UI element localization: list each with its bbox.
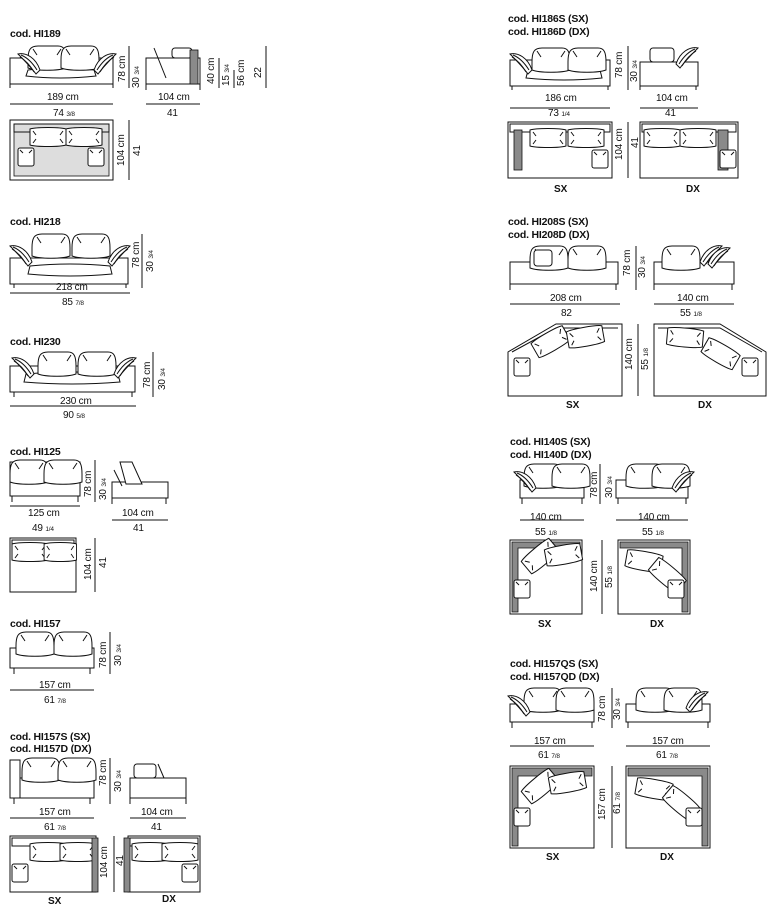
hi157s-depth-cm: 104 cm: [141, 807, 173, 818]
hi186-top-depth-in: 41: [630, 137, 641, 148]
hi208-depth-in: 55 1/8: [680, 308, 702, 319]
hi157q-side-sx: SX: [546, 852, 560, 863]
hi186-side-sx: SX: [554, 184, 568, 195]
hi208-depth-cm: 140 cm: [677, 293, 709, 304]
hi125-height-in: 30 3/4: [98, 478, 109, 500]
hi230-width-cm: 230 cm: [60, 396, 92, 407]
hi189-seat-cm: 40 cm: [206, 57, 217, 84]
hi230-height-in: 30 3/4: [157, 368, 168, 390]
hi125-depth-in: 41: [133, 523, 144, 534]
code-hi140s: cod. HI140S (SX): [510, 436, 591, 448]
hi189-seat-in: 15 3/4: [221, 64, 232, 86]
hi157q-width-in: 61 7/8: [538, 750, 560, 761]
hi140-height-cm: 78 cm: [589, 471, 600, 498]
hi186-width-in: 73 1/4: [548, 108, 570, 119]
code-hi157s: cod. HI157S (SX): [10, 731, 91, 743]
hi189-top-depth-in: 41: [132, 145, 143, 156]
hi186-height-cm: 78 cm: [614, 51, 625, 78]
hi157s-depth-in: 41: [151, 822, 162, 833]
hi140-depth-cm: 140 cm: [638, 512, 670, 523]
hi157q-top-views: [510, 766, 710, 848]
code-hi157qs: cod. HI157QS (SX): [510, 658, 599, 670]
hi157s-width-in: 61 7/8: [44, 822, 66, 833]
code-hi189: cod. HI189: [10, 28, 61, 40]
hi189-side-view: [146, 48, 200, 90]
hi125-depth-cm: 104 cm: [122, 508, 154, 519]
hi186-top-depth-cm: 104 cm: [614, 128, 625, 160]
hi157-width-in: 61 7/8: [44, 695, 66, 706]
hi157q-width-cm: 157 cm: [534, 736, 566, 747]
hi140-side-dx: DX: [650, 619, 664, 630]
hi125-width-cm: 125 cm: [28, 508, 60, 519]
hi157-width-cm: 157 cm: [39, 680, 71, 691]
hi218-width-cm: 218 cm: [56, 282, 88, 293]
hi125-height-cm: 78 cm: [83, 470, 94, 497]
hi189-top-depth-cm: 104 cm: [116, 134, 127, 166]
hi186-width-cm: 186 cm: [545, 93, 577, 104]
hi157s-side-sx: SX: [48, 896, 62, 907]
hi208-width-cm: 208 cm: [550, 293, 582, 304]
hi157q-depth-in: 61 7/8: [656, 750, 678, 761]
hi208-height-cm: 78 cm: [622, 249, 633, 276]
hi189-arm-cm: 56 cm: [236, 59, 247, 86]
hi157s-height-in: 30 3/4: [113, 770, 124, 792]
hi189-width-in: 74 3/8: [53, 108, 75, 119]
code-hi208s: cod. HI208S (SX): [508, 216, 589, 228]
hi189-height-in: 30 3/4: [131, 66, 142, 88]
hi125-width-in: 49 1/4: [32, 523, 54, 534]
hi140-height-in: 30 3/4: [604, 476, 615, 498]
hi208-top-views: [508, 324, 766, 396]
hi140-width-cm: 140 cm: [530, 512, 562, 523]
hi140-side-sx: SX: [538, 619, 552, 630]
hi157s-top-depth-cm: 104 cm: [99, 846, 110, 878]
hi189-height-cm: 78 cm: [117, 55, 128, 82]
hi125-top-depth-cm: 104 cm: [83, 548, 94, 580]
hi186-height-in: 30 3/4: [629, 60, 640, 82]
hi157-height-cm: 78 cm: [98, 641, 109, 668]
hi157q-top-depth-in: 61 7/8: [612, 792, 623, 814]
hi208-width-in: 82: [561, 308, 572, 319]
code-hi230: cod. HI230: [10, 336, 61, 348]
hi140-top-views: [510, 537, 690, 614]
hi157q-height-in: 30 3/4: [612, 698, 623, 720]
hi208-side-dx: DX: [698, 400, 712, 411]
hi125-top-depth-in: 41: [98, 557, 109, 568]
hi208-side-sx: SX: [566, 400, 580, 411]
code-hi208d: cod. HI208D (DX): [508, 229, 590, 241]
code-hi140d: cod. HI140D (DX): [510, 449, 592, 461]
hi157q-top-depth-cm: 157 cm: [597, 788, 608, 820]
hi157q-side-dx: DX: [660, 852, 674, 863]
hi208-top-depth-cm: 140 cm: [624, 338, 635, 370]
hi186-side-dx: DX: [686, 184, 700, 195]
hi189-top-view: [10, 120, 129, 180]
code-hi186s: cod. HI186S (SX): [508, 13, 589, 25]
hi208-height-in: 30 3/4: [637, 256, 648, 278]
code-hi125: cod. HI125: [10, 446, 61, 458]
code-hi218: cod. HI218: [10, 216, 61, 228]
hi157-height-in: 30 3/4: [113, 644, 124, 666]
hi189-depth-cm: 104 cm: [158, 92, 190, 103]
hi189-arm-in: 22: [253, 67, 264, 78]
hi218-height-in: 30 3/4: [145, 250, 156, 272]
hi230-height-cm: 78 cm: [142, 361, 153, 388]
hi157s-height-cm: 78 cm: [98, 759, 109, 786]
hi189-depth-in: 41: [167, 108, 178, 119]
hi140-top-depth-cm: 140 cm: [589, 560, 600, 592]
hi186-depth-cm: 104 cm: [656, 93, 688, 104]
hi189-front-view: [10, 46, 116, 88]
code-hi157qd: cod. HI157QD (DX): [510, 671, 600, 683]
hi140-width-in: 55 1/8: [535, 527, 557, 538]
hi230-width-in: 90 5/8: [63, 410, 85, 421]
hi218-height-cm: 78 cm: [131, 241, 142, 268]
code-hi157: cod. HI157: [10, 618, 61, 630]
hi208-top-depth-in: 55 1/8: [640, 348, 651, 370]
code-hi157d: cod. HI157D (DX): [10, 743, 92, 755]
hi218-width-in: 85 7/8: [62, 297, 84, 308]
hi157s-top-depth-in: 41: [115, 855, 126, 866]
hi186-depth-in: 41: [665, 108, 676, 119]
hi157s-side-dx: DX: [162, 894, 176, 905]
hi140-top-depth-in: 55 1/8: [604, 566, 615, 588]
hi157q-height-cm: 78 cm: [597, 695, 608, 722]
hi189-width-cm: 189 cm: [47, 92, 79, 103]
code-hi186d: cod. HI186D (DX): [508, 26, 590, 38]
hi140-depth-in: 55 1/8: [642, 527, 664, 538]
hi157q-depth-cm: 157 cm: [652, 736, 684, 747]
hi157s-width-cm: 157 cm: [39, 807, 71, 818]
